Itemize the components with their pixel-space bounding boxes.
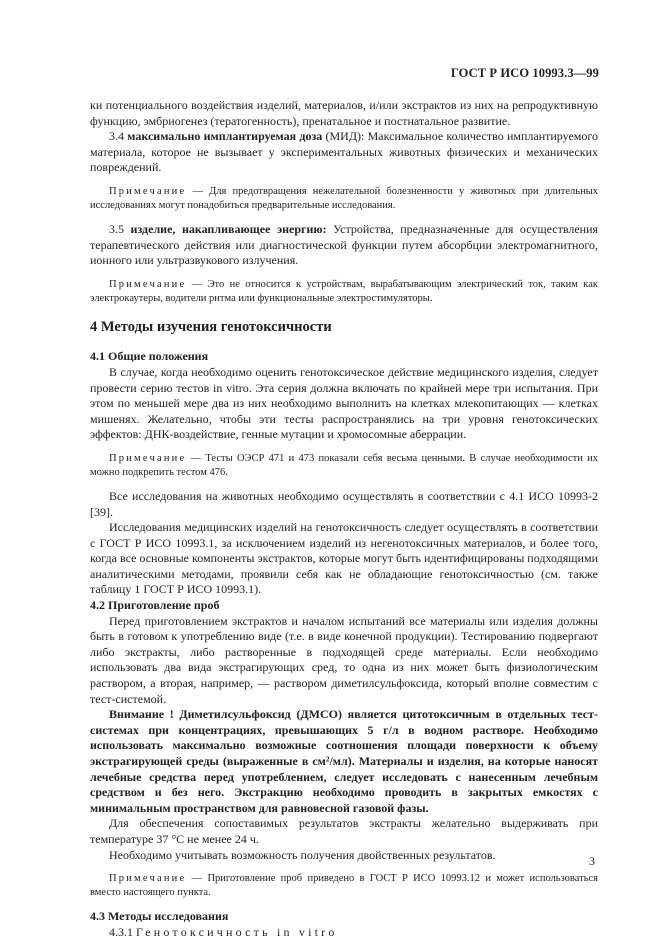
term: изделие, накапливающее энергию:	[130, 221, 327, 236]
section-4-heading: 4 Методы изучения генотоксичности	[90, 318, 332, 335]
clause-number: 3.5	[109, 221, 131, 236]
note-label: Примечание	[109, 185, 187, 197]
definition-3-5	[90, 222, 598, 269]
intro-paragraph: ки потенциального воздействия изделий, материалов, и/или экстрактов из них на репродуктивную функцию, эмбриогенез (тератогенность), пренатальное и постнатальное развитие.	[90, 98, 598, 128]
clause-title: Генотоксичность in vitro	[136, 924, 338, 939]
section-4-2-paragraph-1: Перед приготовлением экстрактов и началом испытаний все материалы или изделия должны быть в готовом к употреблению виде (т.е. в виде конечной продукции). Тестированию подвергают либо экстракты, либо растворенные в подходящей среде материалы. Если необходимо использовать два вида экстрагирующих сред, то одна из них может быть физиологическим раствором, а вторая, например, — раствором диметилсульфоксида, который вполне совместим с тест-системой.	[90, 613, 598, 706]
section-4-1-heading: 4.1 Общие положения	[90, 349, 209, 364]
note-label: Примечание	[109, 278, 187, 290]
section-4-2-paragraph-3: Необходимо учитывать возможность получения двойственных результатов.	[109, 847, 496, 862]
clause-number: 4.3.1	[109, 924, 136, 939]
note-4	[90, 872, 598, 900]
section-4-2-paragraph-2: Для обеспечения сопоставимых результатов экстракты желательно выдерживать при температуре 37 °С не менее 24 ч.	[90, 816, 598, 846]
note-text: — Тесты ОЭСР 471 и 473 показали себя весьма ценными. В случае необходимости их можно подкрепить тестом 476.	[90, 452, 598, 478]
section-4-3-1-heading	[90, 925, 598, 940]
term: максимально имплантируемая доза	[127, 129, 323, 144]
section-4-2-heading: 4.2 Приготовление проб	[90, 598, 220, 613]
document-header: ГОСТ Р ИСО 10993.3—99	[450, 66, 599, 80]
section-4-1-paragraph-2: Все исследования на животных необходимо осуществлять в соответствии с 4.1 ИСО 10993-2 [39].	[90, 488, 598, 519]
note-label: Примечание	[109, 873, 187, 885]
note-text: — Приготовление проб приведено в ГОСТ Р ИСО 10993.12 и может использоваться вместо настоящего пункта.	[90, 873, 598, 899]
definition-3-4	[90, 129, 598, 176]
note-text: — Это не относится к устройствам, вырабатывающим электрический ток, таким как электрокаутеры, водители ритма или функциональные электростимуляторы.	[90, 278, 598, 304]
page-number: 3	[589, 854, 595, 868]
section-4-1-paragraph-1: В случае, когда необходимо оценить генотоксическое действие медицинского изделия, следует провести серию тестов in vitro. Эта серия должна включать по крайней мере три испытания. При этом по меньшей мере два из них необходимо выполнить на клетках млекопитающих — клетках мишенях. Желательно, чтобы эти тесты распространялись на три уровня генотоксических эффектов: ДНК-воздействие, генные мутации и хромосомные аберрации.	[90, 364, 598, 442]
note-1	[90, 185, 598, 213]
clause-number: 3.4	[109, 129, 128, 144]
note-3	[90, 452, 598, 480]
note-label: Примечание	[109, 452, 187, 464]
definition-text: (МИД): Максимальное количество имплантируемого материала, которое не вызывает у экспериментальных животных физических и механических повреждений.	[90, 129, 599, 175]
note-2	[90, 278, 598, 306]
note-text: — Для предотвращения нежелательной болезненности у животных при длительных исследованиях могут понадобиться предварительные исследования.	[90, 185, 598, 211]
document-body	[90, 98, 598, 940]
definition-text: Устройства, предназначенные для осуществления терапевтического действия или диагностической функции путем абсорбции электромагнитного, ионного или ультразвукового излучения.	[90, 221, 599, 268]
warning-paragraph: Внимание ! Диметилсульфоксид (ДМСО) является цитотоксичным в отдельных тест-системах при концентрациях, превышающих 5 г/л в водном растворе. Необходимо использовать максимально возможные соотношения площади поверхности к объему экстрагирующей среды (выраженные в см²/мл). Материалы и изделия, на которые наносят лечебные средства перед употреблением, следует исследовать с нанесенным лечебным средством и без него. Экстракцию необходимо проводить в закрытых емкостях с минимальным пространством для равновесной газовой фазы.	[90, 707, 598, 815]
section-4-1-paragraph-3: Исследования медицинских изделий на генотоксичность следует осуществлять в соответствии с ГОСТ Р ИСО 10993.1, за исключением изделий из негенотоксичных материалов, и более того, когда все основные компоненты экстрактов, которые могут быть идентифицированы подходящими аналитическими методами, проявили себя как не обладающие генотоксичностью (см. также таблицу 1 ГОСТ Р ИСО 10993.1).	[90, 520, 598, 597]
section-4-3-heading: 4.3 Методы исследования	[90, 909, 229, 924]
